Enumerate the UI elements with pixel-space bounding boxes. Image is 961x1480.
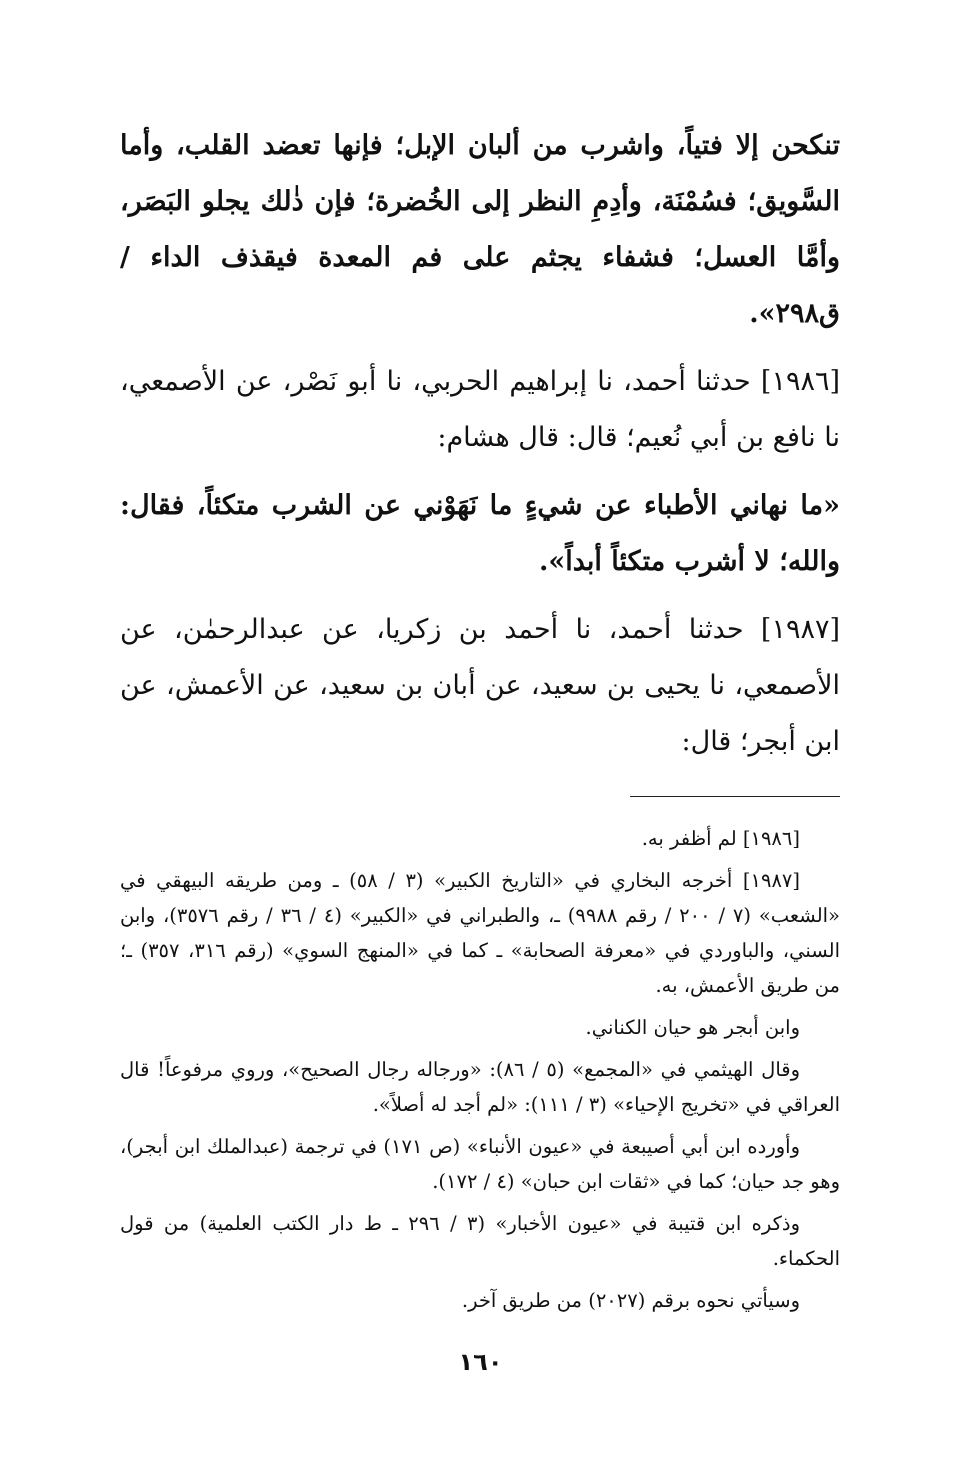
footnote-4: وقال الهيثمي في «المجمع» (٥ / ٨٦): «ورجاله رجال الصحيح»، وروي مرفوعاً! قال العراقي في «تخريج الإحياء» (٣ / ١١١): «لم أجد له أصلاً». [120, 1058, 840, 1116]
footnote-divider [630, 796, 840, 797]
footnotes [120, 821, 840, 1318]
footnote-1: [١٩٨٦] لم أظفر به. [641, 827, 800, 850]
footnote-7: وسيأتي نحوه برقم (٢٠٢٧) من طريق آخر. [461, 1289, 800, 1312]
page-body [120, 118, 840, 1325]
footnote-6: وذكره ابن قتيبة في «عيون الأخبار» (٣ / ٢٩٦ ـ ط دار الكتب العلمية) من قول الحكماء. [120, 1212, 840, 1270]
footnote-3: وابن أبجر هو حيان الكناني. [585, 1016, 800, 1039]
footnote-2: [١٩٨٧] أخرجه البخاري في «التاريخ الكبير» (٣ / ٥٨) ـ ومن طريقه البيهقي في «الشعب» (٧ / ٢٠٠ / رقم ٩٩٨٨) ـ، والطبراني في «الكبير» (٤ / ٣٦ / رقم ٣٥٧٦)، وابن السني، والباوردي في «معرفة الصحابة» ـ كما في «المنهج السوي» (رقم ٣١٦، ٣٥٧) ـ؛ من طريق الأعمش، به. [120, 869, 840, 997]
main-paragraph-4: [١٩٨٧] حدثنا أحمد، نا أحمد بن زكريا، عن عبدالرحمٰن، عن الأصمعي، نا يحيى بن سعيد، عن أبان بن سعيد، عن الأعمش، عن ابن أبجر؛ قال: [120, 614, 840, 757]
footnote-5: وأورده ابن أبي أصيبعة في «عيون الأنباء» (ص ١٧١) في ترجمة (عبدالملك ابن أبجر)، وهو جد حيان؛ كما في «ثقات ابن حبان» (٤ / ١٧٢). [120, 1135, 840, 1193]
main-paragraph-1: تنكحن إلا فتياً، واشرب من ألبان الإبل؛ فإنها تعضد القلب، وأما السَّويق؛ فسُمْنَة، وأدِمِ النظر إلى الخُضرة؛ فإن ذٰلك يجلو البَصَر، وأمَّا العسل؛ فشفاء يجثم على فم المعدة فيقذف الداء / ق٢٩٨». [120, 130, 840, 329]
page-number: ١٦٠ [458, 1348, 503, 1376]
main-paragraph-3: «ما نهاني الأطباء عن شيءٍ ما نَهَوْني عن الشرب متكئاً، فقال: والله؛ لا أشرب متكئاً أبداً». [120, 490, 840, 577]
main-paragraph-2: [١٩٨٦] حدثنا أحمد، نا إبراهيم الحربي، نا أبو نَصْر، عن الأصمعي، نا نافع بن أبي نُعيم؛ قال: قال هشام: [120, 366, 840, 453]
